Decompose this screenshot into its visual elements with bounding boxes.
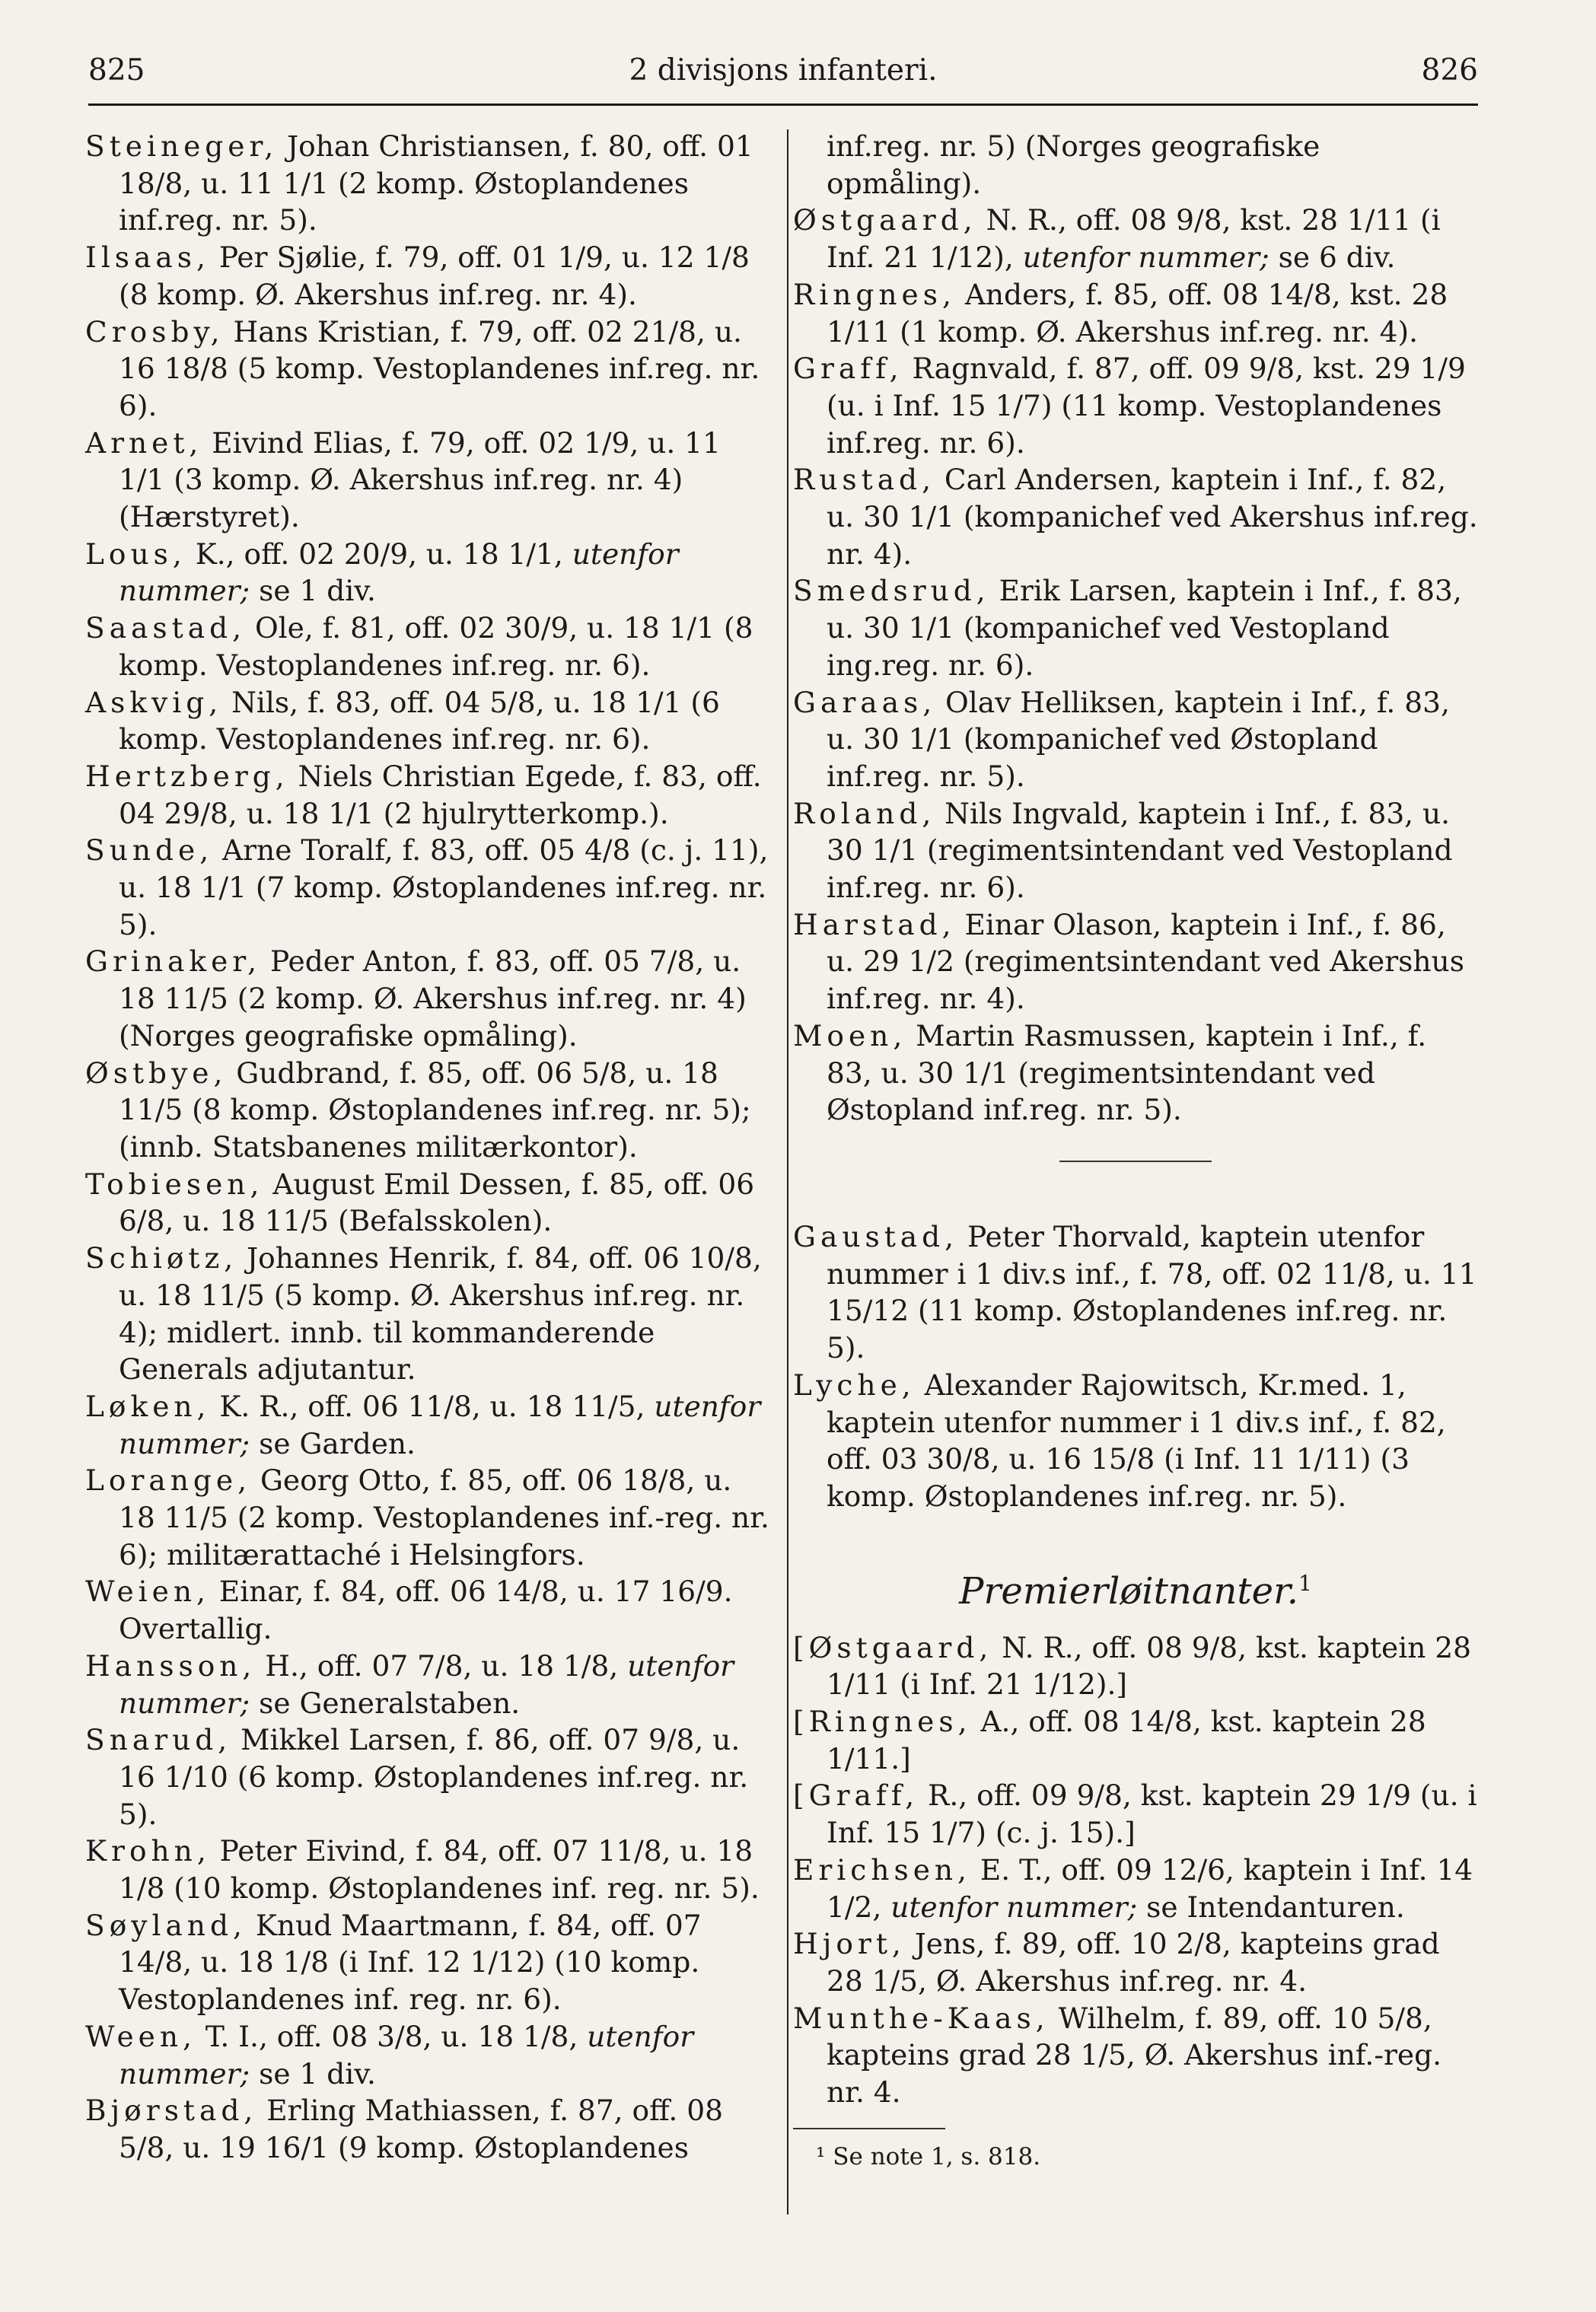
entry-details: A., off. 08 14/8, kst. kaptein 28 1/11.] — [827, 1705, 1426, 1775]
entry-status: utenfor nummer; — [119, 1648, 734, 1720]
roster-entry — [793, 1703, 1478, 1777]
roster-entry — [793, 202, 1478, 275]
entry-details: Olav Helliksen, kaptein i Inf., f. 83, u. 30 1/1 (kompanichef ved Østopland inf.reg. nr. 5). — [827, 685, 1450, 793]
entry-surname: [Ringnes, — [793, 1705, 972, 1739]
roster-entry — [793, 906, 1478, 1017]
entry-surname: Hansson, — [85, 1648, 256, 1683]
entry-details: Ragnvald, f. 87, off. 09 9/8, kst. 29 1/9 (u. i Inf. 15 1/7) (11 komp. Vestoplandenes inf.reg. nr. 6). — [827, 352, 1466, 460]
roster-entry — [85, 1573, 770, 1647]
entry-surname: Tobiesen, — [85, 1167, 264, 1201]
entry-details: Gudbrand, f. 85, off. 06 5/8, u. 18 11/5 (8 komp. Østoplandenes inf.reg. nr. 5); (innb. Statsbanenes militærkontor). — [119, 1056, 751, 1164]
entry-details: R., off. 09 9/8, kst. kaptein 29 1/9 (u. i Inf. 15 1/7) (c. j. 15).] — [827, 1779, 1477, 1850]
entry-status: utenfor nummer; — [1022, 240, 1269, 275]
page-number-left: 825 — [88, 53, 145, 88]
section-heading — [793, 1559, 1478, 1616]
roster-entry — [793, 128, 1478, 202]
section-title-text: Premierløitnanter. — [959, 1569, 1298, 1613]
footnote: ¹ Se note 1, s. 818. — [816, 2142, 1041, 2170]
entry-status: utenfor nummer; — [890, 1890, 1138, 1924]
entry-details: T. I., off. 08 3/8, u. 18 1/8, — [205, 2019, 578, 2053]
roster-entry — [793, 1852, 1478, 1925]
entry-details: H., off. 07 7/8, u. 18 1/8, — [265, 1648, 619, 1683]
entry-surname: Bjørstad, — [85, 2094, 258, 2128]
footnote-rule — [793, 2128, 945, 2129]
left-entries — [85, 128, 770, 2167]
roster-entry — [85, 1388, 770, 1462]
entry-details: Peder Anton, f. 83, off. 05 7/8, u. 18 11/5 (2 komp. Ø. Akershus inf.reg. nr. 4) (Norges geografiske opmåling). — [119, 944, 747, 1053]
page-number-right: 826 — [1421, 53, 1478, 88]
roster-entry — [793, 684, 1478, 795]
roster-entry — [85, 239, 770, 313]
entry-details: Erling Mathiassen, f. 87, off. 08 5/8, u. 19 16/1 (9 komp. Østoplandenes — [119, 2094, 723, 2164]
entry-details: E. T., off. 09 12/6, kaptein i Inf. 14 1/2, — [827, 1852, 1473, 1924]
entry-details: K. R., off. 06 11/8, u. 18 11/5, — [219, 1389, 645, 1423]
entry-details: Knud Maartmann, f. 84, off. 07 14/8, u. 18 1/8 (i Inf. 12 1/12) (10 komp. Vestoplandenes inf. reg. nr. 6). — [119, 1908, 702, 2017]
entry-details: Johan Christiansen, f. 80, off. 01 18/8, u. 11 1/1 (2 komp. Østoplandenes inf.reg. nr. 5). — [119, 129, 753, 237]
entry-surname: Søyland, — [85, 1908, 247, 1942]
entry-surname: Munthe-Kaas, — [793, 2001, 1050, 2035]
entry-surname: Weien, — [85, 1575, 210, 1609]
entry-status: utenfor nummer; — [119, 2019, 694, 2091]
entry-details: Georg Otto, f. 85, off. 06 18/8, u. 18 11/5 (2 komp. Vestoplandenes inf.-reg. nr. 6); militærattaché i Helsingfors. — [119, 1463, 769, 1572]
roster-entry — [85, 1240, 770, 1388]
entry-surname: Arnet, — [85, 425, 203, 460]
entry-surname: Grinaker, — [85, 944, 262, 979]
entry-details: Mikkel Larsen, f. 86, off. 07 9/8, u. 16 1/10 (6 komp. Østoplandenes inf.reg. nr. 5). — [119, 1723, 749, 1831]
roster-entry — [793, 2000, 1478, 2111]
entry-reference: se Generalstaben. — [259, 1686, 521, 1720]
roster-entry — [85, 1721, 770, 1833]
entry-status: utenfor nummer; — [119, 1389, 761, 1460]
entry-status: utenfor nummer; — [119, 537, 679, 608]
entry-surname: Østgaard, — [793, 203, 977, 237]
entry-surname: Snarud, — [85, 1723, 232, 1757]
entry-surname: Moen, — [793, 1018, 907, 1053]
entry-surname: Løken, — [85, 1389, 211, 1423]
entry-surname: Lous, — [85, 537, 186, 571]
entry-surname: Harstad, — [793, 907, 956, 941]
roster-entry — [793, 1017, 1478, 1129]
entry-surname: Rustad, — [793, 463, 935, 497]
running-title: 2 divisjons infanteri. — [629, 53, 938, 88]
roster-entry — [793, 795, 1478, 906]
roster-entry — [85, 1055, 770, 1166]
entry-details: Martin Rasmussen, kaptein i Inf., f. 83, u. 30 1/1 (regimentsintendant ved Østopland inf.reg. nr. 5). — [827, 1018, 1427, 1127]
entry-surname: Hertzberg, — [85, 759, 289, 793]
entry-details: Nils, f. 83, off. 04 5/8, u. 18 1/1 (6 komp. Vestoplandenes inf.reg. nr. 6). — [119, 685, 720, 756]
entry-details: Peter Eivind, f. 84, off. 07 11/8, u. 18 1/8 (10 komp. Østoplandenes inf. reg. nr. 5). — [119, 1834, 760, 1906]
roster-entry — [793, 1218, 1478, 1367]
entry-reference: se 1 div. — [259, 2056, 376, 2091]
entry-details: Anders, f. 85, off. 08 14/8, kst. 28 1/11 (1 komp. Ø. Akershus inf.reg. nr. 4). — [827, 277, 1448, 349]
entry-surname: Saastad, — [85, 611, 247, 645]
entry-surname: [Østgaard, — [793, 1630, 993, 1664]
entry-reference: se 6 div. — [1278, 240, 1396, 275]
entry-surname: Ringnes, — [793, 277, 956, 311]
entry-surname: Smedsrud, — [793, 574, 990, 608]
entry-surname: Ilsaas, — [85, 240, 210, 275]
roster-entry — [793, 276, 1478, 350]
right-entries-mid — [793, 1218, 1478, 1515]
roster-entry — [793, 350, 1478, 461]
right-column — [793, 128, 1478, 2173]
entry-details: Jens, f. 89, off. 10 2/8, kapteins grad 28 1/5, Ø. Akershus inf.reg. nr. 4. — [827, 1927, 1440, 1998]
entry-surname: Krohn, — [85, 1834, 211, 1868]
entry-details: Nils Ingvald, kaptein i Inf., f. 83, u. 30 1/1 (regimentsintendant ved Vestopland inf.reg. nr. 6). — [827, 796, 1453, 905]
roster-entry — [85, 2092, 770, 2166]
roster-entry — [85, 1907, 770, 2018]
entry-details: N. R., off. 08 9/8, kst. 28 1/11 (i Inf. 21 1/12), — [827, 203, 1441, 275]
entry-surname: Roland, — [793, 796, 936, 830]
entry-details: inf.reg. nr. 5) (Norges geografiske opmåling). — [827, 129, 1320, 200]
right-entries-top — [793, 128, 1478, 1129]
roster-entry — [85, 536, 770, 610]
entry-surname: Steineger, — [85, 129, 279, 163]
entry-details: Niels Christian Egede, f. 83, off. 04 29/8, u. 18 1/1 (2 hjulrytterkomp.). — [119, 759, 762, 830]
roster-entry — [85, 1462, 770, 1573]
entry-details: Per Sjølie, f. 79, off. 01 1/9, u. 12 1/8 (8 komp. Ø. Akershus inf.reg. nr. 4). — [119, 240, 750, 311]
right-entries-bottom — [793, 1629, 1478, 2111]
header-rule — [88, 103, 1478, 106]
entry-details: Einar, f. 84, off. 06 14/8, u. 17 16/9. Overtallig. — [119, 1575, 733, 1646]
roster-entry — [793, 1777, 1478, 1851]
entry-surname: Sunde, — [85, 833, 214, 868]
entry-surname: Askvig, — [85, 685, 223, 719]
roster-entry — [85, 1648, 770, 1721]
entry-surname: Gaustad, — [793, 1219, 959, 1253]
entry-surname: Østbye, — [85, 1056, 228, 1090]
entry-details: K., off. 02 20/9, u. 18 1/1, — [195, 537, 563, 571]
entry-details: Erik Larsen, kaptein i Inf., f. 83, u. 30 1/1 (kompanichef ved Vestopland ing.reg. nr. 6). — [827, 574, 1462, 682]
entry-surname: Crosby, — [85, 314, 225, 349]
column-divider — [787, 129, 788, 2215]
page-header — [88, 53, 1478, 99]
roster-entry — [793, 461, 1478, 572]
entry-surname: Lorange, — [85, 1463, 252, 1498]
entry-surname: Schiøtz, — [85, 1241, 238, 1275]
roster-entry — [85, 758, 770, 832]
entry-details: N. R., off. 08 9/8, kst. kaptein 28 1/11 (i Inf. 21 1/12).] — [827, 1630, 1471, 1702]
entry-surname: Hjort, — [793, 1927, 906, 1961]
roster-entry — [793, 572, 1478, 683]
roster-entry — [85, 610, 770, 683]
entry-details: Wilhelm, f. 89, off. 10 5/8, kapteins grad 28 1/5, Ø. Akershus inf.-reg. nr. 4. — [827, 2001, 1442, 2110]
entry-details: Hans Kristian, f. 79, off. 02 21/8, u. 16 18/8 (5 komp. Vestoplandenes inf.reg. nr. 6). — [119, 314, 760, 422]
entry-reference: se Intendanturen. — [1146, 1890, 1405, 1924]
entry-details: Ole, f. 81, off. 02 30/9, u. 18 1/1 (8 komp. Vestoplandenes inf.reg. nr. 6). — [119, 611, 753, 682]
entry-surname: Ween, — [85, 2019, 196, 2053]
entry-details: August Emil Dessen, f. 85, off. 06 6/8, u. 18 11/5 (Befalsskolen). — [119, 1167, 755, 1238]
roster-entry — [85, 128, 770, 239]
entry-details: Arne Toralf, f. 83, off. 05 4/8 (c. j. 11), u. 18 1/1 (7 komp. Østoplandenes inf.reg. nr. 5). — [119, 833, 769, 941]
section-separator — [1059, 1161, 1212, 1162]
entry-details: Carl Andersen, kaptein i Inf., f. 82, u. 30 1/1 (kompanichef ved Akershus inf.reg. nr. 4). — [827, 463, 1478, 571]
entry-surname: Erichsen, — [793, 1852, 971, 1887]
roster-entry — [85, 1166, 770, 1240]
roster-entry — [793, 1925, 1478, 1999]
footnote-mark: 1 — [1298, 1570, 1312, 1596]
roster-entry — [793, 1629, 1478, 1703]
roster-entry — [85, 2018, 770, 2092]
entry-surname: [Graff, — [793, 1779, 919, 1813]
roster-entry — [793, 1367, 1478, 1515]
roster-entry — [85, 943, 770, 1054]
entry-reference: se 1 div. — [259, 574, 376, 608]
left-column — [85, 128, 770, 2167]
entry-details: Alexander Rajowitsch, Kr.med. 1, kaptein utenfor nummer i 1 div.s inf., f. 82, off. 03 30/8, u. 16 15/8 (i Inf. 11 1/11) (3 komp. Østoplandenes inf.reg. nr. 5). — [827, 1368, 1446, 1513]
entry-surname: Lyche, — [793, 1368, 916, 1402]
roster-entry — [85, 1833, 770, 1906]
entry-surname: Garaas, — [793, 685, 937, 719]
roster-entry — [85, 314, 770, 425]
entry-reference: se Garden. — [259, 1426, 416, 1460]
roster-entry — [85, 425, 770, 536]
entry-details: Johannes Henrik, f. 84, off. 06 10/8, u. 18 11/5 (5 komp. Ø. Akershus inf.reg. nr. 4); midlert. innb. til kommanderende Generals adjutantur. — [119, 1241, 762, 1387]
entry-details: Peter Thorvald, kaptein utenfor nummer i 1 div.s inf., f. 78, off. 02 11/8, u. 11 15/12 (11 komp. Østoplandenes inf.reg. nr. 5). — [827, 1219, 1477, 1365]
entry-surname: Graff, — [793, 352, 903, 386]
entry-details: Einar Olason, kaptein i Inf., f. 86, u. 29 1/2 (regimentsintendant ved Akershus inf.reg. nr. 4). — [827, 907, 1464, 1016]
roster-entry — [85, 684, 770, 758]
entry-details: Eivind Elias, f. 79, off. 02 1/9, u. 11 1/1 (3 komp. Ø. Akershus inf.reg. nr. 4) (Hærstyret). — [119, 425, 721, 534]
roster-entry — [85, 832, 770, 943]
